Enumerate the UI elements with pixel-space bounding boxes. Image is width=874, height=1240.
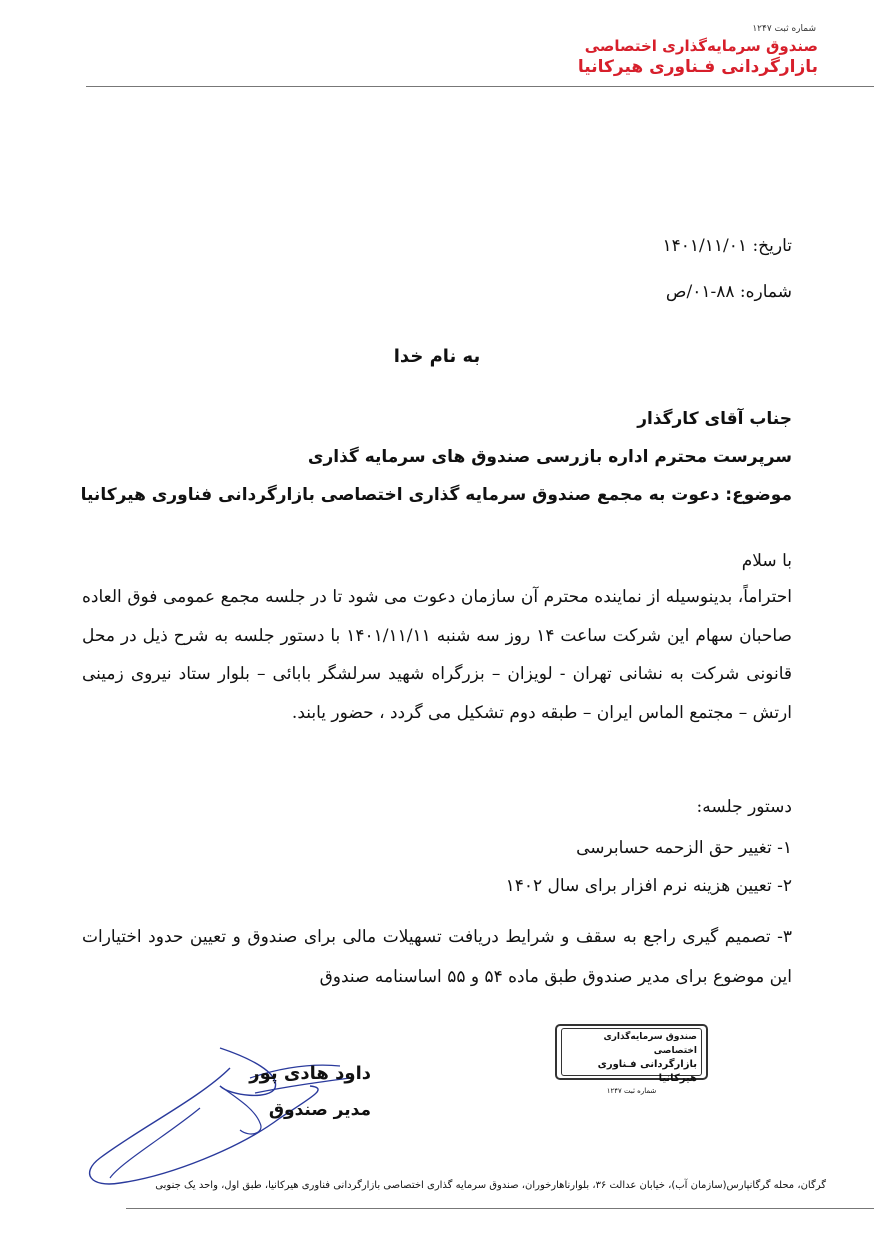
header-divider bbox=[86, 86, 874, 87]
agenda-title: دستور جلسه: bbox=[696, 797, 792, 817]
footer-divider bbox=[126, 1208, 874, 1209]
stamp-line2: بازارگردانی فـناوری هیرکانیا bbox=[597, 1059, 697, 1084]
subject-line: موضوع: دعوت به مجمع صندوق سرمایه گذاری اختصاصی بازارگردانی فناوری هیرکانیا bbox=[80, 485, 792, 505]
stamp-line1: صندوق سرمایه‌گذاری اختصاصی bbox=[603, 1032, 697, 1056]
salutation: با سلام bbox=[741, 551, 792, 571]
number-value: ۸۸-۰۱/ص bbox=[665, 282, 735, 302]
letterhead-logo bbox=[498, 24, 818, 78]
agenda-item-3: ۳- تصمیم گیری راجع به سقف و شرایط دریافت تسهیلات مالی برای صندوق و تعیین حدود اختیارات این موضوع برای مدیر صندوق طبق ماده ۵۴ و ۵۵ اساسنامه صندوق bbox=[82, 927, 792, 987]
signer-name: داود هادی پور bbox=[249, 1063, 371, 1084]
fund-name-line2: بازارگردانی فـناوری هیرکانیا bbox=[577, 57, 818, 77]
date-label: تاریخ: bbox=[752, 236, 792, 256]
date-value: ۱۴۰۱/۱۱/۰۱ bbox=[662, 236, 748, 256]
stamp-line3: شماره ثبت ۱۲۴۷ bbox=[606, 1087, 657, 1095]
letter-body: احتراماً، بدینوسیله از نماینده محترم آن سازمان دعوت می شود تا در جلسه مجمع عمومی فوق العاده صاحبان سهام این شرکت ساعت ۱۴ روز سه شنبه ۱۴۰۱/۱۱/۱۱ با دستور جلسه به شرح ذیل در محل قانونی شرکت به نشانی تهران - لویزان – بزرگراه شهید سرلشگر بابائی – بلوار ستاد نیروی زمینی ارتش – مجتمع الماس ایران – طبقه دوم تشکیل می گردد ، حضور یابند. bbox=[82, 587, 792, 723]
footer-address: گرگان، محله گرگانپارس(سازمان آب)، خیابان عدالت ۳۶، بلوارناهارخوران، صندوق سرمایه گذاری اختصاصی بازارگردانی فناوری هیرکانیا، طبق اول، واحد یک جنوبی bbox=[155, 1180, 826, 1191]
agenda-item-1: ۱- تغییر حق الزحمه حسابرسی bbox=[576, 838, 792, 858]
basmala: به نام خدا bbox=[393, 346, 481, 367]
letter-number bbox=[666, 280, 792, 304]
company-stamp bbox=[555, 1024, 708, 1095]
agenda-item-2: ۲- تعیین هزینه نرم افزار برای سال ۱۴۰۲ bbox=[505, 876, 792, 896]
signer-title: مدیر صندوق bbox=[268, 1100, 371, 1120]
letter-date bbox=[663, 234, 792, 258]
registration-number: شماره ثبت ۱۲۴۷ bbox=[752, 24, 816, 34]
recipient-title: سرپرست محترم اداره بازرسی صندوق های سرمایه گذاری bbox=[307, 447, 792, 467]
number-label: شماره: bbox=[739, 282, 792, 302]
fund-name-line1: صندوق سرمایه‌گذاری اختصاصی bbox=[584, 37, 818, 55]
recipient-name: جناب آقای کارگذار bbox=[637, 409, 792, 429]
